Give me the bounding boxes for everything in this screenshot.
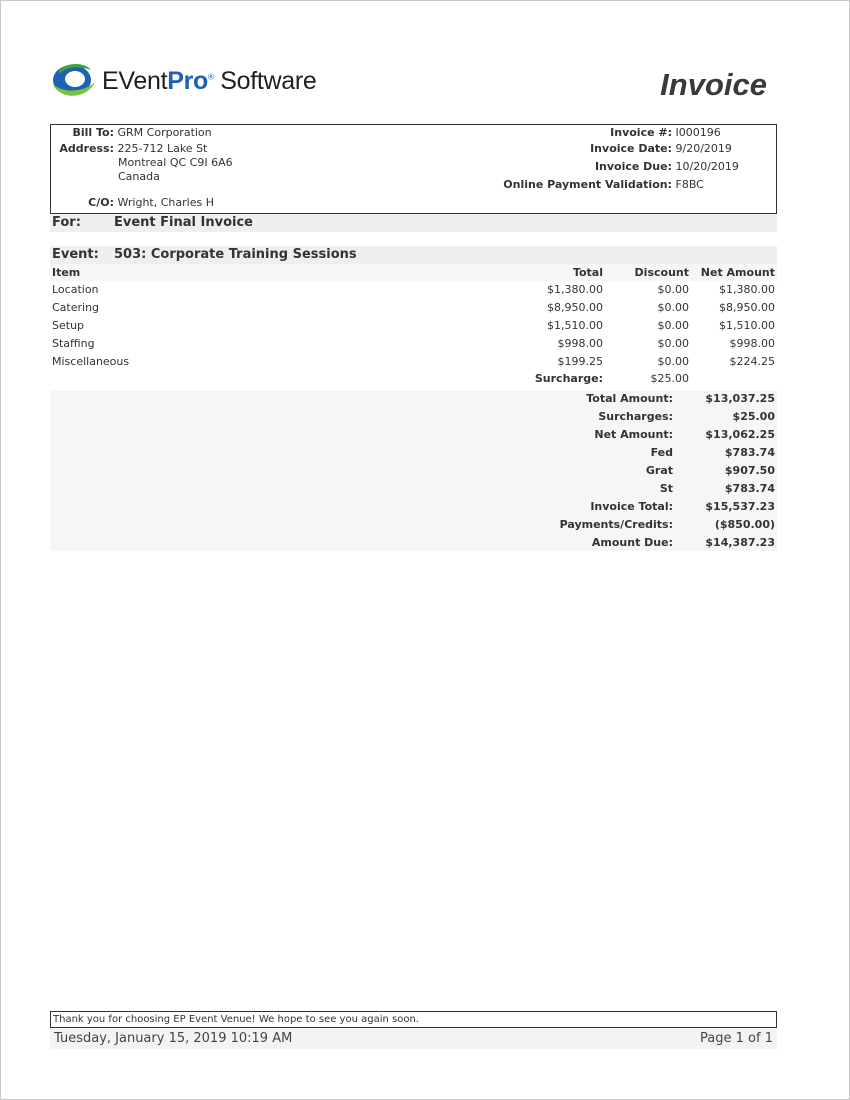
bill-to-label: Bill To: — [72, 126, 114, 139]
total-row — [50, 480, 777, 498]
item-discount: $0.00 — [657, 355, 689, 368]
item-name: Setup — [52, 319, 85, 332]
item-discount: $0.00 — [657, 319, 689, 332]
table-row — [50, 299, 777, 317]
for-value: Event Final Invoice — [114, 215, 253, 230]
table-row — [50, 281, 777, 299]
item-total: $1,380.00 — [547, 283, 603, 296]
payment-validation-value: F8BC — [675, 178, 704, 191]
bill-to-value: GRM Corporation — [117, 126, 212, 139]
table-row — [50, 353, 777, 371]
payment-validation-row — [476, 178, 776, 192]
care-of-row — [51, 196, 214, 210]
total-row — [50, 534, 777, 552]
item-total: $8,950.00 — [547, 301, 603, 314]
invoice-date-row — [476, 142, 776, 156]
total-value: $907.50 — [724, 464, 775, 477]
invoice-due-row — [476, 160, 776, 174]
item-total: $199.25 — [557, 355, 603, 368]
invoice-number-value: I000196 — [675, 126, 721, 139]
total-label: Net Amount: — [594, 428, 673, 441]
thank-you-message-box — [50, 1011, 777, 1028]
item-name: Location — [52, 283, 99, 296]
total-row — [50, 426, 777, 444]
page-footer — [50, 1029, 777, 1049]
item-net: $224.25 — [729, 355, 775, 368]
total-value: $783.74 — [724, 482, 775, 495]
total-value: $13,062.25 — [705, 428, 775, 441]
for-label: For: — [52, 215, 81, 230]
total-value: $15,537.23 — [705, 500, 775, 513]
total-row — [50, 462, 777, 480]
address-line-3: Canada — [118, 170, 160, 183]
document-title: Invoice — [660, 67, 767, 102]
surcharge-value: $25.00 — [650, 372, 689, 385]
logo-event: EVent — [102, 66, 168, 95]
header-item: Item — [52, 266, 81, 279]
logo-wordmark — [102, 67, 317, 96]
total-row — [50, 498, 777, 516]
logo-registered: ® — [208, 72, 214, 82]
total-label: Fed — [650, 446, 673, 459]
total-label: Invoice Total: — [590, 500, 673, 513]
table-row — [50, 335, 777, 353]
item-name: Staffing — [52, 337, 95, 350]
address-row — [51, 142, 207, 156]
item-name: Catering — [52, 301, 100, 314]
surcharge-row — [50, 370, 777, 388]
table-row — [50, 317, 777, 335]
invoice-due-value: 10/20/2019 — [675, 160, 739, 173]
event-section — [50, 246, 777, 264]
care-of-label: C/O: — [88, 196, 114, 209]
item-discount: $0.00 — [657, 337, 689, 350]
total-value: $13,037.25 — [705, 392, 775, 405]
item-name: Miscellaneous — [52, 355, 130, 368]
address-line-1: 225-712 Lake St — [117, 142, 208, 155]
total-label: Amount Due: — [591, 536, 673, 549]
invoice-date-value: 9/20/2019 — [675, 142, 732, 155]
total-row — [50, 444, 777, 462]
total-row — [50, 408, 777, 426]
thank-you-message: Thank you for choosing EP Event Venue! We hope to see you again soon. — [53, 1014, 419, 1025]
eventpro-swoosh-icon — [51, 60, 97, 102]
logo-pro: Pro — [167, 66, 209, 95]
payment-validation-label: Online Payment Validation: — [503, 178, 672, 191]
care-of-value: Wright, Charles H — [117, 196, 214, 209]
invoice-due-label: Invoice Due: — [594, 160, 672, 173]
invoice-date-label: Invoice Date: — [590, 142, 672, 155]
invoice-number-row — [476, 126, 776, 140]
address-label: Address: — [59, 142, 114, 155]
item-total: $1,510.00 — [547, 319, 603, 332]
item-net: $1,510.00 — [719, 319, 775, 332]
header-discount: Discount — [634, 266, 689, 279]
item-discount: $0.00 — [657, 301, 689, 314]
bill-to-row — [51, 126, 212, 140]
header-total: Total — [572, 266, 603, 279]
event-value: 503: Corporate Training Sessions — [114, 247, 357, 262]
item-total: $998.00 — [557, 337, 603, 350]
for-section — [50, 214, 777, 232]
table-header — [50, 264, 777, 281]
total-label: Payments/Credits: — [559, 518, 673, 531]
page-number: Page 1 of 1 — [700, 1031, 773, 1046]
invoice-number-label: Invoice #: — [610, 126, 672, 139]
logo-software: Software — [213, 66, 317, 95]
bill-to-box — [50, 124, 777, 214]
header-net-amount: Net Amount — [700, 266, 775, 279]
address-line-2: Montreal QC C9I 6A6 — [118, 156, 233, 169]
item-discount: $0.00 — [657, 283, 689, 296]
totals-section — [50, 390, 777, 551]
total-row — [50, 390, 777, 408]
total-label: Total Amount: — [586, 392, 673, 405]
total-label: Grat — [645, 464, 673, 477]
total-label: St — [659, 482, 673, 495]
item-net: $998.00 — [729, 337, 775, 350]
total-value: ($850.00) — [714, 518, 775, 531]
total-label: Surcharges: — [598, 410, 673, 423]
printed-timestamp: Tuesday, January 15, 2019 10:19 AM — [54, 1031, 293, 1046]
total-row — [50, 516, 777, 534]
surcharge-label: Surcharge: — [534, 372, 603, 385]
eventpro-logo — [51, 59, 317, 103]
line-items-table — [50, 264, 777, 371]
item-net: $8,950.00 — [719, 301, 775, 314]
total-value: $783.74 — [724, 446, 775, 459]
total-value: $14,387.23 — [705, 536, 775, 549]
item-net: $1,380.00 — [719, 283, 775, 296]
total-value: $25.00 — [732, 410, 775, 423]
event-label: Event: — [52, 247, 99, 262]
